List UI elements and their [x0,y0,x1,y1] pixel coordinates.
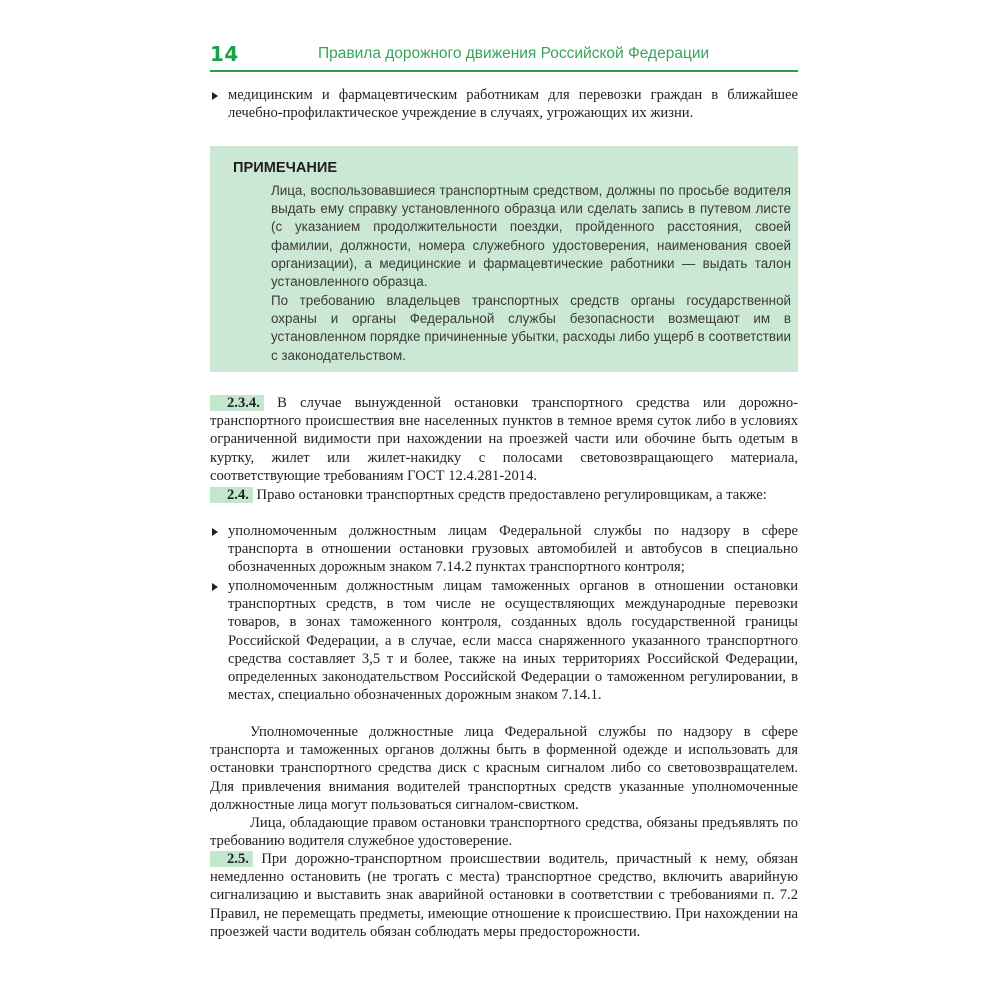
section-text: Право остановки транспортных средств предоставлено регулировщикам, а также: [256,487,767,503]
note-box [210,146,798,372]
bullet-triangle-icon [212,528,218,536]
section-2-4 [210,486,798,504]
list-item-customs: уполномоченным должностным лицам таможенных органов в отношении остановки транспортных средств, в том числе не осуществляющих международные перевозки товаров, в зонах таможенного контроля, созданных вдоль государственной границы Российской Федерации, а в случае, если масса снаряженного указанного транспортного средства составляет 3,5 т и более, также на иных территориях Российской Федерации, определенных законодательством Российской Федерации о таможенном регулировании, в местах, специально обозначенных дорожным знаком 7.14.1. [228,578,798,704]
section-text: При дорожно-транспортном происшествии водитель, причастный к нему, обязан немедленно остановить (не трогать с места) транспортное средство, включить аварийную сигнализацию и выставить знак аварийной остановки в соответствии с требованиями п. 7.2 Правил, не перемещать предметы, имеющие отношение к происшествию. При нахождении на проезжей части водитель обязан соблюдать меры предосторожности. [210,851,798,940]
list-item-transport-inspection: уполномоченным должностным лицам Федеральной службы по надзору в сфере транспорта в отношении остановки грузовых автомобилей и автобусов в специально обозначенных дорожным знаком 7.14.2 пунктах транспортного контроля; [228,523,798,576]
page-header [210,42,798,72]
section-text: В случае вынужденной остановки транспортного средства или дорожно-транспортного происшествия вне населенных пунктов в темное время суток либо в условиях ограниченной видимости при нахождении на проезжей части или обочине быть одетым в куртку, жилет или жилет-накидку с полосами световозвращающего материала, соответствующие требованиям ГОСТ 12.4.281-2014. [210,395,799,484]
note-paragraph-2: По требованию владельцев транспортных средств органы государственной охраны и органы Федеральной службы безопасности возмещают им в установленном порядке причиненные убытки, расходы либо ущерб в соответствии с законодательством. [271,293,791,363]
section-2-5 [210,850,798,941]
page-number: 14 [210,42,239,66]
section-number: 2.4. [210,487,253,503]
note-paragraph-1: Лица, воспользовавшиеся транспортным средством, должны по просьбе водителя выдать ему справку установленного образца или сделать запись в путевом листе (с указанием продолжительности поездки, пройденного расстояния, своей фамилии, должности, номера служебного удостоверения, наименования своей организации), а медицинские и фармацевтические работники — выдать талон установленного образца. [271,183,791,290]
section-2-3-4 [210,394,798,485]
note-title: ПРИМЕЧАНИЕ [233,160,338,176]
running-title: Правила дорожного движения Российской Федерации [318,45,710,62]
bullet-triangle-icon [212,583,218,591]
section-number: 2.5. [210,851,253,867]
section-number: 2.3.4. [210,395,264,411]
list-item-medical: медицинским и фармацевтическим работникам для перевозки граждан в ближайшее лечебно-профилактическое учреждение в случаях, угрожающих их жизни. [228,87,798,122]
bullet-triangle-icon [212,92,218,100]
paragraph-uniform: Уполномоченные должностные лица Федеральной службы по надзору в сфере транспорта и таможенных органов должны быть в форменной одежде и использовать для остановки транспортного средства диск с красным сигналом либо со световозвращателем. Для привлечения внимания водителей транспортных средств указанные уполномоченные должностные лица могут пользоваться сигналом-свистком. [210,724,798,813]
paragraph-certificate: Лица, обладающие правом остановки транспортного средства, обязаны предъявлять по требованию водителя служебное удостоверение. [210,815,798,850]
